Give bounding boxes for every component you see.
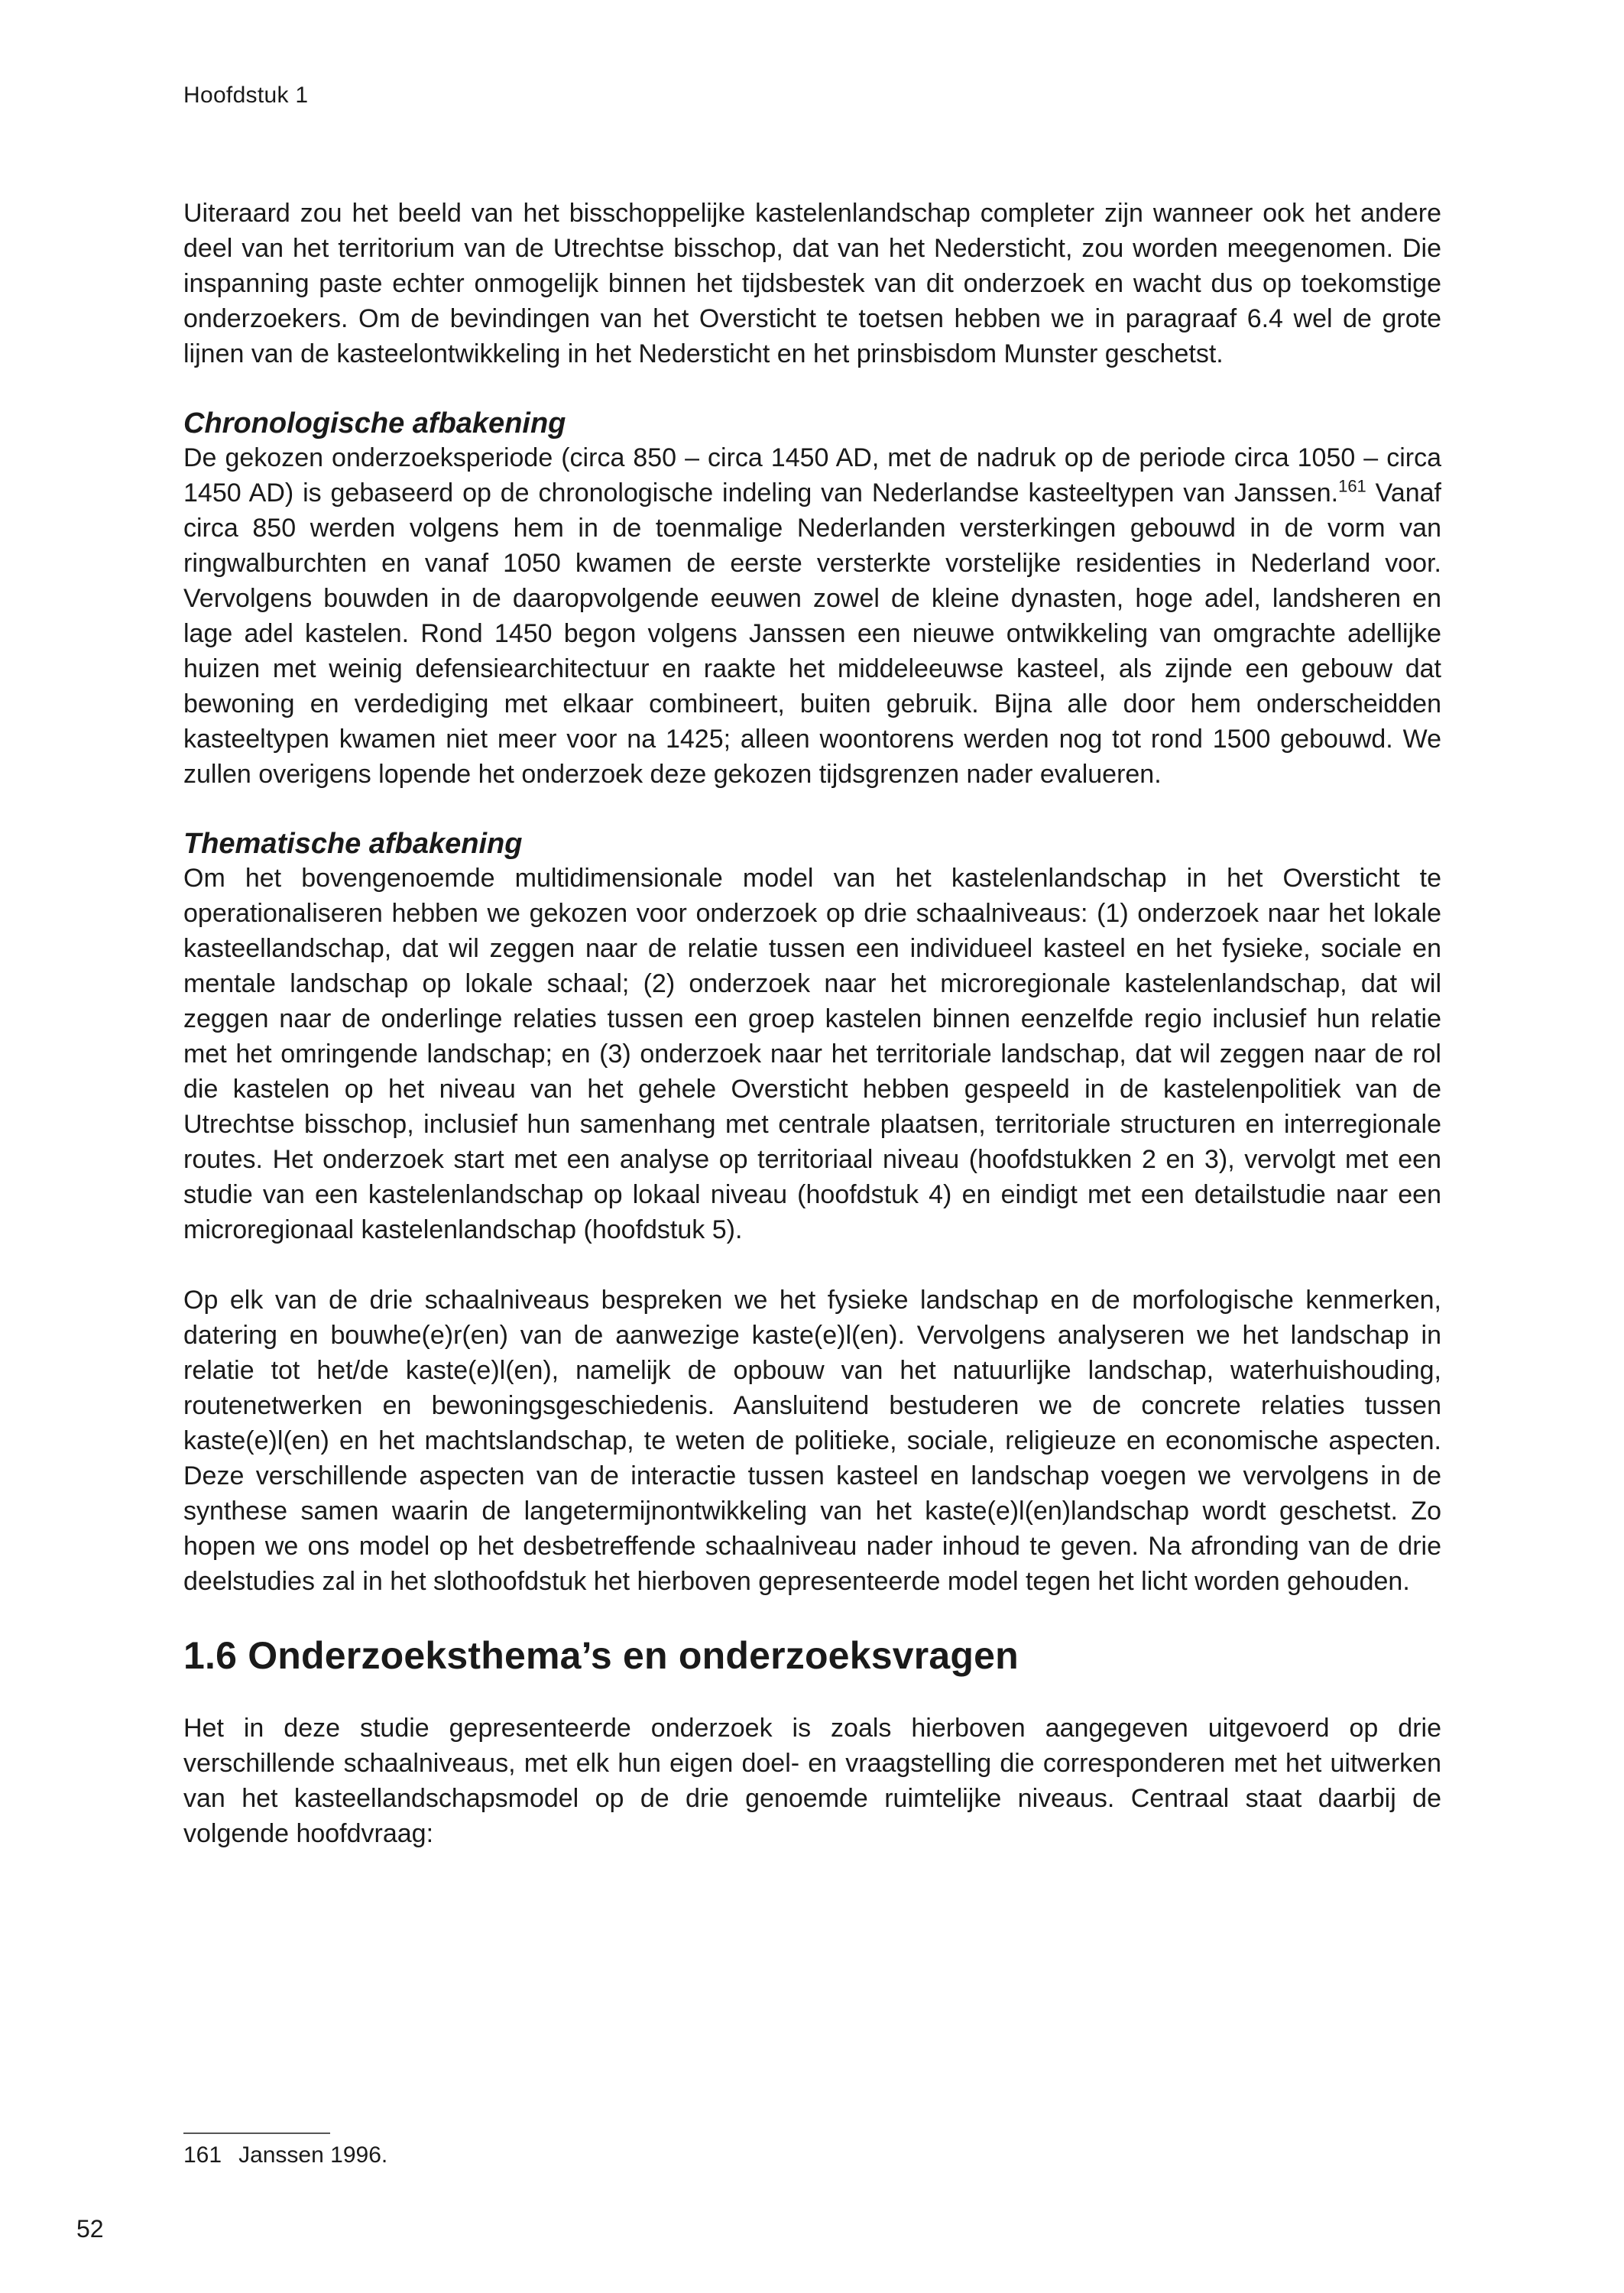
subheading-thematische-afbakening: Thematische afbakening [183, 828, 523, 860]
paragraph-intro: Uiteraard zou het beeld van het bisschoppelijke kastelenlandschap completer zijn wanneer ook het andere deel van het territorium van de Utrechtse bisschop, dat van het Nedersticht, zou worden meegenomen. Die inspanning paste echter onmogelijk binnen het tijdsbestek van dit onderzoek en wacht dus op toekomstige onderzoekers. Om de bevindingen van het Oversticht te toetsen hebben we in paragraaf 6.4 wel de grote lijnen van de kasteelontwikkeling in het Nedersticht en het prinsbisdom Munster geschetst. [183, 199, 1441, 368]
paragraph-hoofdvraag: Het in deze studie gepresenteerde onderzoek is zoals hierboven aangegeven uitgevoerd op drie verschillende schaalniveaus, met elk hun eigen doel- en vraagstelling die corresponderen met het uitwerken van het kasteellandschapsmodel op de drie genoemde ruimtelijke niveaus. Centraal staat daarbij de volgende hoofdvraag: [183, 1714, 1441, 1848]
footnote-divider [183, 2132, 330, 2134]
footnote-number: 161 [183, 2142, 222, 2168]
page-body [183, 196, 1441, 1851]
footnote [183, 2140, 387, 2171]
subheading-chronologische-afbakening: Chronologische afbakening [183, 407, 566, 439]
section-heading: 1.6 Onderzoeksthema’s en onderzoeksvragen [183, 1634, 1019, 1677]
footnote-reference: 161 [1338, 476, 1366, 496]
page-number: 52 [76, 2215, 104, 2243]
paragraph-chronologische-part2: Vanaf circa 850 werden volgens hem in de toenmalige Nederlanden versterkingen gebouwd in de vorm van ringwalburchten en vanaf 1050 kwamen de eerste versterkte vorstelijke residenties in Nederland voor. Vervolgens bouwden in de daaropvolgende eeuwen zowel de kleine dynasten, hoge adel, landsheren en lage adel kastelen. Rond 1450 begon volgens Janssen een nieuwe ontwikkeling van omgrachte adellijke huizen met weinig defensiearchitectuur en raakte het middeleeuwse kasteel, als zijnde een gebouw dat bewoning en verdediging met elkaar combineert, buiten gebruik. Bijna alle door hem onderscheidden kasteeltypen kwamen niet meer voor na 1425; alleen woontorens werden nog tot rond 1500 gebouwd. We zullen overigens lopende het onderzoek deze gekozen tijdsgrenzen nader evalueren. [183, 478, 1442, 789]
running-header: Hoofdstuk 1 [183, 83, 309, 108]
paragraph-schaalniveaus: Op elk van de drie schaalniveaus bespreken we het fysieke landschap en de morfologische kenmerken, datering en bouwhe(e)r(en) van de aanwezige kaste(e)l(en). Vervolgens analyseren we het landschap in relatie tot het/de kaste(e)l(en), namelijk de opbouw van het natuurlijke landschap, waterhuishouding, routenetwerken en bewoningsgeschiedenis. Aansluitend bestuderen we de concrete relaties tussen kaste(e)l(en) en het machtslandschap, te weten de politieke, sociale, religieuze en economische aspecten. Deze verschillende aspecten van de interactie tussen kasteel en landschap voegen we vervolgens in de synthese samen waarin de langetermijnontwikkeling van het kaste(e)l(en)landschap wordt geschetst. Zo hopen we ons model op het desbetreffende schaalniveau nader inhoud te geven. Na afronding van de drie deelstudies zal in het slothoofdstuk het hierboven gepresenteerde model tegen het licht worden gehouden. [183, 1286, 1441, 1596]
paragraph-thematische: Om het bovengenoemde multidimensionale model van het kastelenlandschap in het Oversticht te operationaliseren hebben we gekozen voor onderzoek op drie schaalniveaus: (1) onderzoek naar het lokale kasteellandschap, dat wil zeggen naar de relatie tussen een individueel kasteel en het fysieke, sociale en mentale landschap op lokale schaal; (2) onderzoek naar het microregionale kastelenlandschap, dat wil zeggen naar de onderlinge relaties tussen een groep kastelen binnen eenzelfde regio inclusief hun relatie met het omringende landschap; en (3) onderzoek naar het territoriale landschap, dat wil zeggen naar de rol die kastelen op het niveau van het gehele Oversticht hebben gespeeld in de kastelenpolitiek van de Utrechtse bisschop, inclusief hun samenhang met centrale plaatsen, territoriale structuren en interregionale routes. Het onderzoek start met een analyse op territoriaal niveau (hoofdstukken 2 en 3), vervolgt met een studie van een kastelenlandschap op lokaal niveau (hoofdstuk 4) en eindigt met een detailstudie naar een microregionaal kastelenlandschap (hoofdstuk 5). [183, 864, 1441, 1244]
paragraph-chronologische [183, 440, 1441, 792]
paragraph-chronologische-part1: De gekozen onderzoeksperiode (circa 850 – circa 1450 AD, met de nadruk op de periode circa 1050 – circa 1450 AD) is gebaseerd op de chronologische indeling van Nederlandse kasteeltypen van Janssen. [183, 443, 1441, 508]
footnote-text: Janssen 1996. [238, 2142, 388, 2168]
